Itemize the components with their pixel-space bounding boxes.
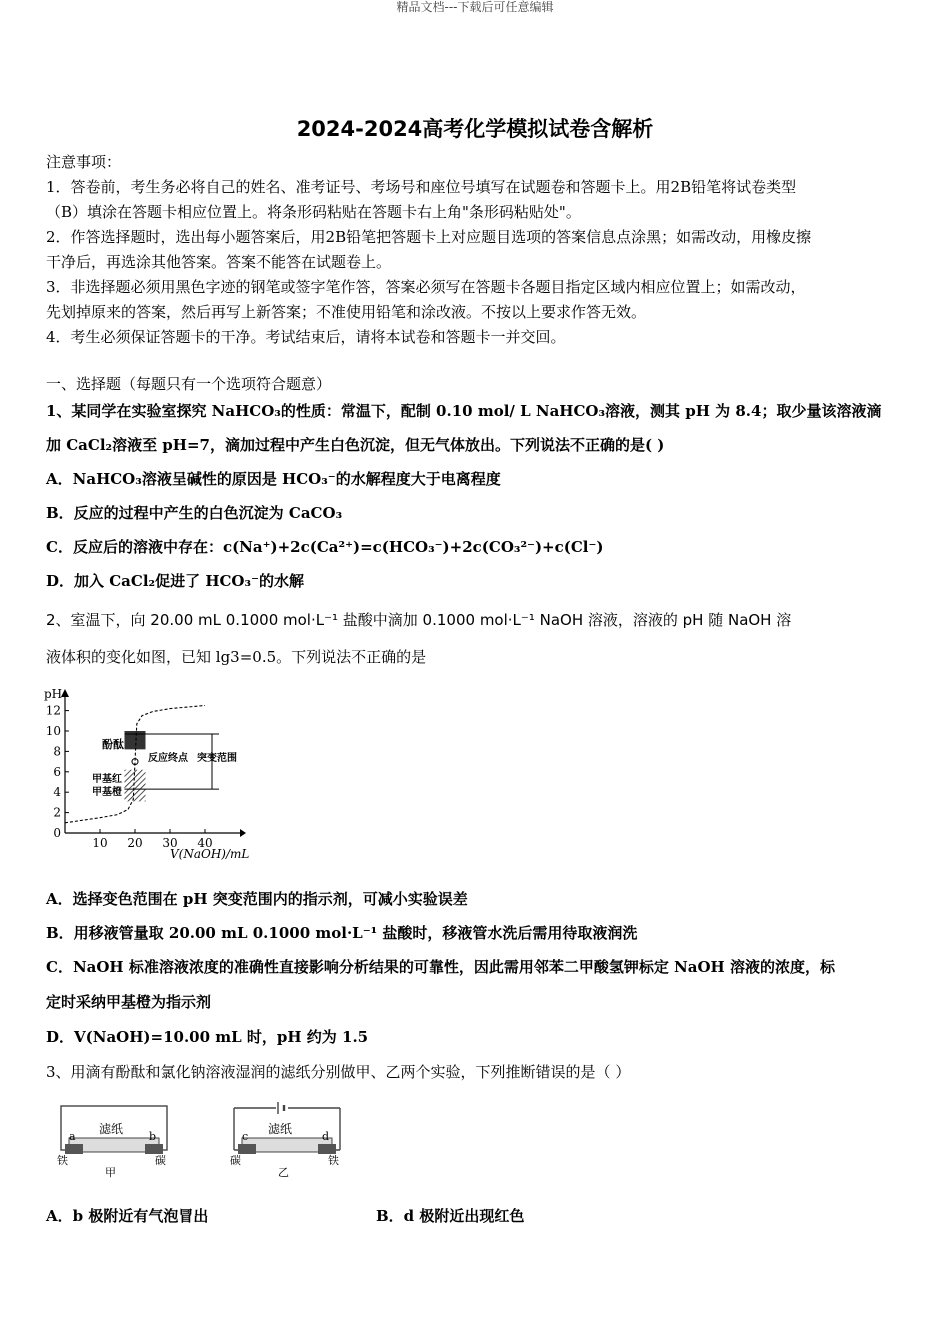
- q2-option-d: D．V(NaOH)=10.00 mL 时，pH 约为 1.5: [46, 1028, 369, 1046]
- x-axis-arrow-icon: [240, 829, 246, 837]
- yi-name: 乙: [278, 1166, 289, 1179]
- jia-carbon-electrode: [145, 1144, 163, 1154]
- x-tick-label: 40: [197, 836, 213, 850]
- q2-option-a: A．选择变色范围在 pH 突变范围内的指示剂，可减小实验误差: [46, 890, 468, 908]
- yi-carbon-electrode: [238, 1144, 256, 1154]
- q1-option-c: C．反应后的溶液中存在：c(Na⁺)+2c(Ca²⁺)=c(HCO₃⁻)+2c(CO₃²⁻)+c(Cl⁻): [46, 538, 604, 556]
- notice-line: 3．非选择题必须用黑色字迹的钢笔或签字笔作答，答案必须写在答题卡各题目指定区域内相应位置上；如需改动，: [46, 278, 806, 296]
- q1-option-d: D．加入 CaCl₂促进了 HCO₃⁻的水解: [46, 572, 304, 590]
- jia-iron-electrode: [65, 1144, 83, 1154]
- yi-right-label: 铁: [328, 1154, 339, 1167]
- methyl-orange-label: 甲基橙: [92, 787, 122, 798]
- jia-electrode-b-label: b: [149, 1130, 157, 1143]
- endpoint-label: 反应终点: [148, 753, 188, 764]
- q1-option-b: B．反应的过程中产生的白色沉淀为 CaCO₃: [46, 504, 343, 522]
- q1-option-a: A．NaHCO₃溶液呈碱性的原因是 HCO₃⁻的水解程度大于电离程度: [46, 470, 501, 488]
- notice-line: 干净后，再选涂其他答案。答案不能答在试题卷上。: [46, 253, 392, 271]
- y-tick-label: 12: [45, 703, 61, 718]
- jia-electrode-a-label: a: [69, 1130, 76, 1143]
- x-axis-label: V(NaOH)/mL: [170, 847, 250, 861]
- x-tick-label: 20: [127, 836, 143, 850]
- q3-stem: 3、用滴有酚酞和氯化钠溶液湿润的滤纸分别做甲、乙两个实验，下列推断错误的是（ ）: [46, 1063, 631, 1081]
- jia-name: 甲: [105, 1166, 116, 1179]
- y-tick-label: 10: [45, 724, 61, 738]
- question-2-options: [46, 882, 906, 1054]
- q2-stem-line1: 2、室温下，向 20.00 mL 0.1000 mol·L⁻¹ 盐酸中滴加 0.1000 mol·L⁻¹ NaOH 溶液，溶液的 pH 随 NaOH 溶: [46, 611, 792, 629]
- q3-option-a: A．b 极附近有气泡冒出: [46, 1207, 209, 1225]
- notice-line: 1．答卷前，考生务必将自己的姓名、准考证号、考场号和座位号填写在试题卷和答题卡上。用2B铅笔将试卷类型: [46, 178, 797, 196]
- methyl-red-label: 甲基红: [92, 774, 122, 785]
- q2-option-c-line1: C．NaOH 标准溶液浓度的准确性直接影响分析结果的可靠性，因此需用邻苯二甲酸氢钾标定 NaOH 溶液的浓度，标: [46, 958, 835, 976]
- y-tick-label: 8: [53, 744, 61, 759]
- yi-left-label: 碳: [230, 1154, 241, 1167]
- page-header: 精品文档---下载后可任意编辑: [396, 0, 554, 14]
- q1-stem-line1: 1、某同学在实验室探究 NaHCO₃的性质：常温下，配制 0.10 mol/ L NaHCO₃溶液，测其 pH 为 8.4；取少量该溶液滴: [46, 402, 882, 420]
- yi-iron-electrode: [318, 1144, 336, 1154]
- y-tick-label: 6: [53, 764, 61, 779]
- q2-stem-line2: 液体积的变化如图，已知 lg3=0.5。下列说法不正确的是: [46, 648, 427, 666]
- experiment-jia-figure: [55, 1100, 175, 1180]
- x-tick-label: 10: [92, 836, 108, 850]
- notice-line: 4．考生必须保证答题卡的干净。考试结束后，请将本试卷和答题卡一并交回。: [46, 328, 566, 346]
- jia-right-label: 碳: [155, 1154, 166, 1167]
- methyl-indicator-band: [125, 770, 146, 802]
- jia-paper-label: 滤纸: [99, 1122, 124, 1136]
- question-1: [46, 394, 906, 598]
- notice-heading: 注意事项：: [46, 153, 122, 171]
- q2-option-b: B．用移液管量取 20.00 mL 0.1000 mol·L⁻¹ 盐酸时，移液管水洗后需用待取液润洗: [46, 924, 638, 942]
- page-title: 2024-2024高考化学模拟试卷含解析: [296, 117, 654, 141]
- yi-electrode-c-label: c: [242, 1130, 249, 1143]
- y-tick-label: 4: [53, 785, 61, 800]
- jia-left-label: 铁: [57, 1154, 68, 1167]
- notice-line: （B）填涂在答题卡相应位置上。将条形码粘贴在答题卡右上角"条形码粘贴处"。: [46, 203, 581, 221]
- q1-stem-line2: 加 CaCl₂溶液至 pH=7，滴加过程中产生白色沉淀，但无气体放出。下列说法不正确的是( ): [46, 436, 665, 454]
- jump-range-label: 突变范围: [197, 753, 237, 764]
- x-tick-label: 30: [162, 836, 178, 850]
- notice-section: [46, 150, 906, 350]
- experiment-yi-figure: [228, 1100, 348, 1180]
- phenolphthalein-label: 酚酞: [102, 738, 124, 751]
- q3-option-b: B．d 极附近出现红色: [376, 1207, 525, 1225]
- section-heading: 一、选择题（每题只有一个选项符合题意）: [46, 375, 332, 393]
- y-axis-label: pH: [44, 687, 63, 701]
- y-axis-arrow-icon: [61, 689, 69, 697]
- q2-option-c-line2: 定时采纳甲基橙为指示剂: [46, 993, 212, 1011]
- notice-line: 2．作答选择题时，选出每小题答案后，用2B铅笔把答题卡上对应题目选项的答案信息点涂黑；如需改动，用橡皮擦: [46, 228, 812, 246]
- y-tick-label: 0: [53, 826, 61, 840]
- yi-paper-label: 滤纸: [268, 1122, 293, 1136]
- yi-electrode-d-label: d: [322, 1130, 330, 1143]
- y-tick-label: 2: [53, 805, 61, 820]
- titration-curve: [65, 706, 205, 823]
- titration-chart: [40, 685, 300, 865]
- question-2-stem: [46, 602, 906, 676]
- notice-line: 先划掉原来的答案，然后再写上新答案；不准使用铅笔和涂改液。不按以上要求作答无效。: [46, 303, 647, 321]
